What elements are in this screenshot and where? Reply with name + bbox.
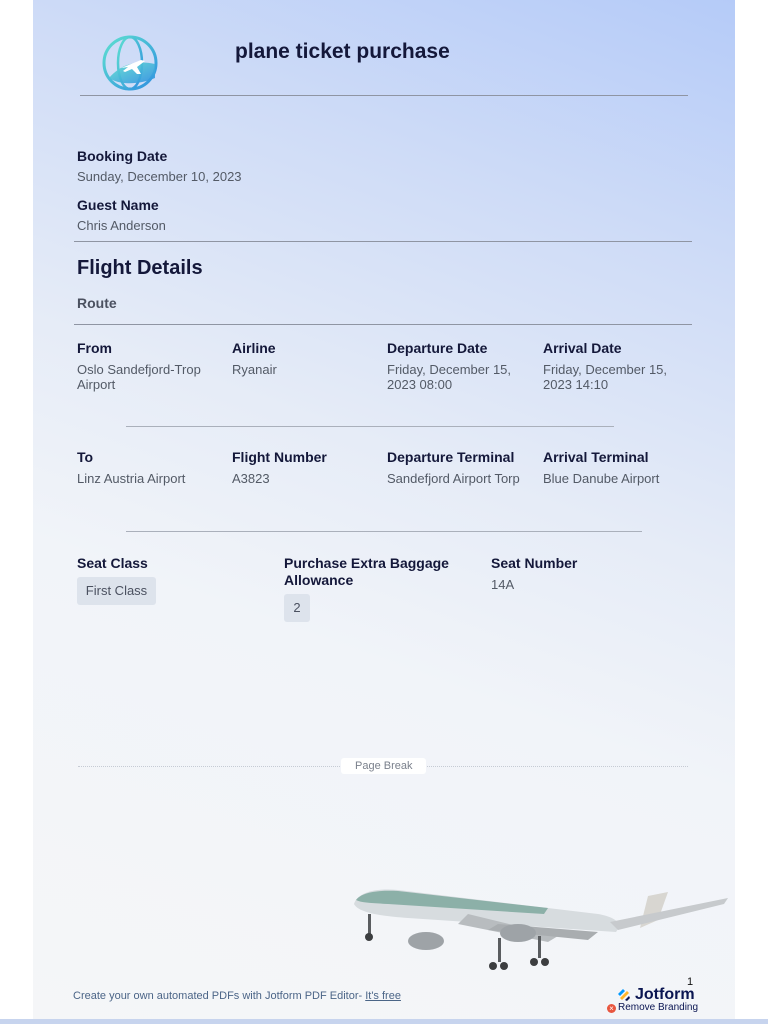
globe-plane-icon [101,34,159,92]
seat-number-value: 14A [491,577,515,592]
page-title: plane ticket purchase [235,40,450,63]
remove-branding-link[interactable]: Remove Branding [618,1002,699,1013]
route-divider [74,324,692,325]
departure-terminal-label: Departure Terminal [387,449,515,465]
flight-number-value: A3823 [232,471,270,486]
row-divider [126,531,642,532]
footer-text [73,990,401,1002]
footer-label: Create your own automated PDFs with Jotform PDF Editor- [73,990,366,1002]
arrival-date-value: Friday, December 15, 2023 14:10 [543,362,668,392]
header-divider [80,95,688,96]
baggage-value: 2 [284,594,310,622]
arrival-terminal-value: Blue Danube Airport [543,471,660,486]
guest-name-label: Guest Name [77,197,159,213]
from-value: Oslo Sandefjord-Trop Airport [77,362,201,392]
page-margin-left [0,0,33,1024]
booking-date-label: Booking Date [77,148,168,164]
row-divider [126,426,614,427]
to-value: Linz Austria Airport [77,471,186,486]
flight-number-label: Flight Number [232,449,327,465]
route-label: Route [77,295,117,311]
pdf-page [33,0,735,1024]
jotform-name: Jotform [635,986,695,1003]
guest-name-value: Chris Anderson [77,218,166,233]
to-label: To [77,449,94,465]
jotform-mark-icon [617,988,631,1002]
seat-class-value: First Class [77,577,156,605]
departure-date-value: Friday, December 15, 2023 08:00 [387,362,512,392]
close-icon[interactable]: × [607,1004,616,1013]
airline-value: Ryanair [232,362,277,377]
page-break-label: Page Break [341,758,426,774]
jotform-branding[interactable] [611,986,701,1018]
baggage-label: Purchase Extra Baggage Allowance [284,555,449,588]
seat-class-label: Seat Class [77,555,148,571]
airplane-image [348,870,728,985]
arrival-date-label: Arrival Date [543,340,622,356]
from-label: From [77,340,112,356]
departure-terminal-value: Sandefjord Airport Torp [387,471,520,486]
flight-details-heading: Flight Details [77,257,203,279]
departure-date-label: Departure Date [387,340,488,356]
footer-link[interactable]: It's free [365,990,401,1002]
page-number: 1 [687,976,694,988]
section-divider [74,241,692,242]
airline-label: Airline [232,340,276,356]
booking-date-value: Sunday, December 10, 2023 [77,169,242,184]
page-bottom-strip [0,1019,768,1024]
seat-number-label: Seat Number [491,555,578,571]
arrival-terminal-label: Arrival Terminal [543,449,649,465]
